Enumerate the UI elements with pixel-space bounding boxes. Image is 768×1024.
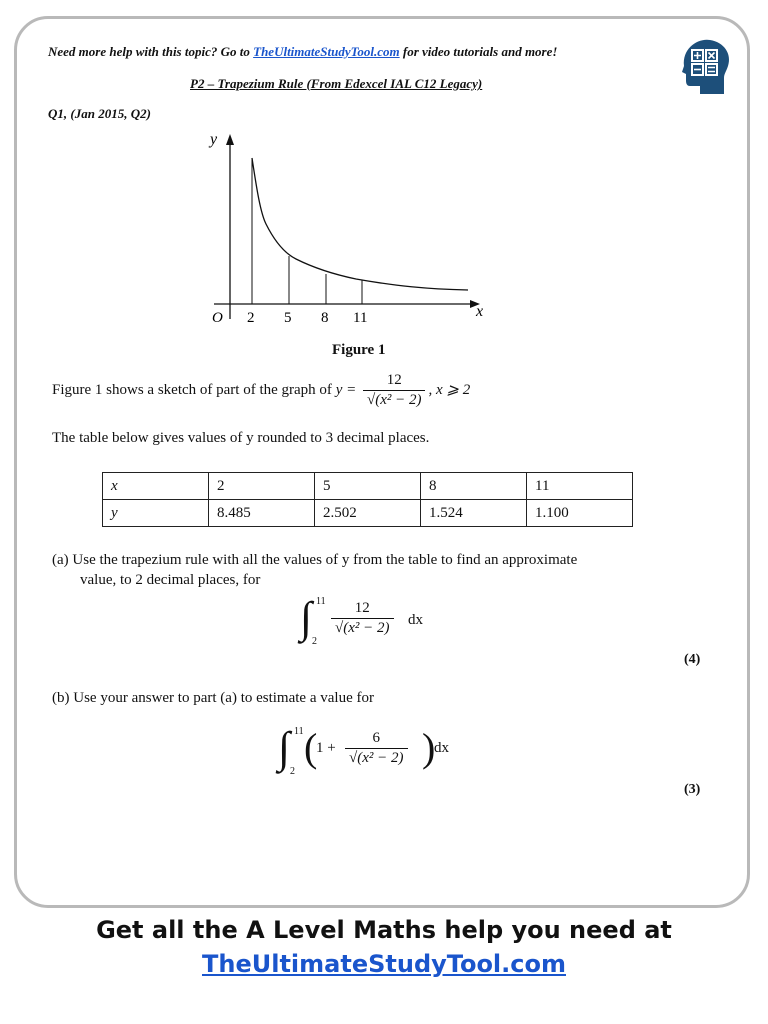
part-a-text: Use the trapezium rule with all the values of y from the table to find an approximate	[72, 552, 578, 568]
help-text-after: for video tutorials and more!	[402, 44, 558, 59]
table-cell: 8	[421, 473, 527, 500]
question-number: Q1, (Jan 2015, Q2)	[48, 106, 151, 121]
table-cell: 5	[315, 473, 421, 500]
part-b-dx: dx	[434, 740, 449, 756]
part-b-marks: (3)	[684, 782, 701, 797]
y-axis-label: y	[210, 131, 218, 148]
integral-sign: ∫	[300, 593, 313, 642]
part-a-numerator: 12	[354, 600, 370, 616]
part-a-line1	[52, 552, 577, 569]
figure-1-graph	[196, 124, 496, 334]
table-cell: 8.485	[209, 500, 315, 527]
y-axis-arrow	[226, 134, 234, 145]
intro-y-equals: y =	[335, 381, 357, 398]
part-b-label: (b)	[52, 690, 70, 706]
help-link[interactable]: TheUltimateStudyTool.com	[253, 44, 400, 59]
values-table	[102, 472, 633, 527]
footer-link-line	[0, 950, 768, 978]
part-b-numerator: 6	[372, 730, 380, 746]
part-a-integral	[300, 593, 440, 652]
lower-limit: 2	[312, 636, 317, 647]
brain-calculator-icon	[676, 36, 732, 98]
origin-label: O	[212, 310, 223, 326]
part-a-marks: (4)	[684, 652, 701, 667]
part-b-integral	[278, 723, 468, 782]
x-tick-label: 2	[247, 310, 255, 326]
part-a-label: (a)	[52, 552, 69, 568]
table-row	[103, 473, 633, 500]
help-banner	[48, 44, 688, 60]
part-a-fraction	[331, 600, 394, 637]
part-b-denominator: √(x² − 2)	[345, 748, 408, 767]
intro-fraction	[363, 372, 426, 409]
footer-link[interactable]: TheUltimateStudyTool.com	[202, 950, 566, 978]
topic-title: P2 – Trapezium Rule (From Edexcel IAL C12 Legacy)	[190, 76, 483, 91]
intro-denominator: √(x² − 2)	[363, 390, 426, 409]
table-cell: 1.524	[421, 500, 527, 527]
footer-tagline: Get all the A Level Maths help you need at	[96, 916, 672, 944]
table-cell: y	[103, 500, 209, 527]
table-cell: 11	[527, 473, 633, 500]
part-b-line	[52, 690, 374, 707]
right-paren: )	[422, 725, 436, 770]
table-cell: 1.100	[527, 500, 633, 527]
intro-text: Figure 1 shows a sketch of part of the graph of	[52, 381, 332, 398]
x-tick-label: 8	[321, 310, 329, 326]
table-cell: x	[103, 473, 209, 500]
x-tick-label: 5	[284, 310, 292, 326]
intro-sentence	[52, 372, 470, 409]
x-tick-label: 11	[353, 310, 368, 326]
table-row	[103, 500, 633, 527]
table-cell: 2	[209, 473, 315, 500]
left-paren: (	[304, 725, 318, 770]
lower-limit: 2	[290, 766, 295, 777]
figure-caption: Figure 1	[332, 342, 386, 358]
table-cell: 2.502	[315, 500, 421, 527]
upper-limit: 11	[316, 596, 326, 607]
integral-sign: ∫	[278, 723, 291, 772]
intro-numerator: 12	[386, 372, 402, 388]
upper-limit: 11	[294, 726, 304, 737]
help-text-before: Need more help with this topic? Go to	[48, 44, 250, 59]
x-axis-label: x	[476, 303, 484, 320]
intro-condition: , x ⩾ 2	[428, 381, 471, 398]
part-a-dx: dx	[408, 612, 423, 628]
part-a-line2: value, to 2 decimal places, for	[80, 572, 261, 588]
part-b-fraction	[345, 730, 408, 767]
curve	[252, 158, 468, 290]
part-a-denominator: √(x² − 2)	[331, 618, 394, 637]
part-b-text: Use your answer to part (a) to estimate a value for	[73, 690, 374, 706]
part-b-one-plus: 1 +	[316, 740, 336, 756]
table-intro: The table below gives values of y rounded to 3 decimal places.	[52, 430, 430, 446]
